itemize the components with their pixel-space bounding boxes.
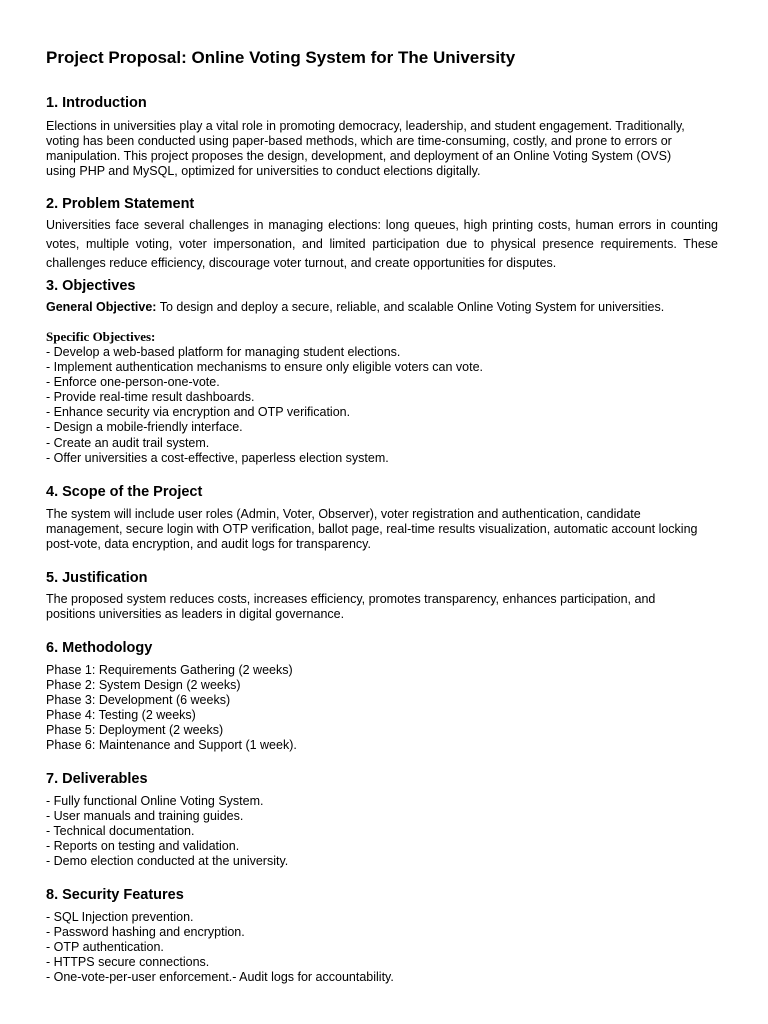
- list-item: Phase 5: Deployment (2 weeks): [46, 723, 224, 738]
- justification-line: positions universities as leaders in digital governance.: [46, 607, 345, 621]
- justification-heading: 5. Justification: [46, 570, 148, 586]
- list-item: - User manuals and training guides.: [46, 809, 244, 824]
- list-item: Phase 1: Requirements Gathering (2 weeks): [46, 663, 293, 677]
- scope-heading: 4. Scope of the Project: [46, 484, 203, 500]
- specific-objectives-label: Specific Objectives:: [46, 329, 156, 344]
- document-title: Project Proposal: Online Voting System for The University: [46, 48, 516, 67]
- justification-line: The proposed system reduces costs, increases efficiency, promotes transparency, enhances participation, and: [46, 592, 656, 606]
- scope-line: management, secure login with OTP verification, ballot page, real-time results visualization, automatic account locking: [46, 522, 698, 536]
- list-item: Phase 2: System Design (2 weeks): [46, 678, 241, 693]
- objectives-heading: 3. Objectives: [46, 278, 136, 294]
- list-item: - OTP authentication.: [46, 940, 164, 955]
- list-item: - Enforce one-person-one-vote.: [46, 375, 220, 390]
- methodology-phases-list: [46, 663, 297, 754]
- list-item: - Provide real-time result dashboards.: [46, 390, 255, 405]
- list-item: - Develop a web-based platform for managing student elections.: [46, 345, 401, 359]
- general-objective-text: To design and deploy a secure, reliable, and scalable Online Voting System for universities.: [156, 300, 665, 314]
- problem-statement-heading: 2. Problem Statement: [46, 196, 195, 212]
- scope-line: post-vote, data encryption, and audit logs for transparency.: [46, 537, 371, 551]
- list-item: - Reports on testing and validation.: [46, 839, 240, 854]
- list-item: Phase 3: Development (6 weeks): [46, 693, 231, 708]
- list-item: - Implement authentication mechanisms to ensure only eligible voters can vote.: [46, 360, 484, 375]
- deliverables-list: [46, 794, 288, 869]
- general-objective: [46, 300, 664, 315]
- list-item: - Password hashing and encryption.: [46, 925, 245, 940]
- list-item: - Design a mobile-friendly interface.: [46, 420, 243, 435]
- introduction-line: manipulation. This project proposes the design, development, and deployment of an Online Voting System (OVS): [46, 149, 672, 163]
- scope-line: The system will include user roles (Admin, Voter, Observer), voter registration and authentication, candidate: [46, 507, 641, 521]
- introduction-line: Elections in universities play a vital role in promoting democracy, leadership, and student engagement. Traditionally,: [46, 119, 685, 133]
- list-item: Phase 4: Testing (2 weeks): [46, 708, 196, 723]
- list-item: - Offer universities a cost-effective, paperless election system.: [46, 450, 389, 465]
- deliverables-heading: 7. Deliverables: [46, 771, 148, 787]
- introduction-heading: 1. Introduction: [46, 95, 147, 111]
- list-item: - HTTPS secure connections.: [46, 955, 210, 970]
- list-item: - Technical documentation.: [46, 824, 195, 839]
- introduction-line: using PHP and MySQL, optimized for universities to conduct elections digitally.: [46, 164, 481, 178]
- list-item: - Create an audit trail system.: [46, 435, 210, 450]
- list-item: - Fully functional Online Voting System.: [46, 794, 264, 808]
- methodology-heading: 6. Methodology: [46, 640, 153, 656]
- scope-paragraph: [46, 507, 697, 552]
- list-item: - Demo election conducted at the university.: [46, 854, 289, 869]
- problem-statement-paragraph: Universities face several challenges in managing elections: long queues, high printing costs, human errors in counting votes, multiple voting, voter impersonation, and limited participation due to physical presence requirements. These challenges reduce efficiency, discourage voter turnout, and create opportunities for disputes.: [46, 218, 718, 270]
- security-features-list: [46, 910, 394, 985]
- general-objective-label: General Objective:: [46, 300, 157, 314]
- list-item: - SQL Injection prevention.: [46, 910, 194, 924]
- justification-paragraph: [46, 592, 655, 622]
- introduction-paragraph: [46, 119, 685, 179]
- list-item: Phase 6: Maintenance and Support (1 week).: [46, 738, 297, 753]
- introduction-line: voting has been conducted using paper-based methods, which are time-consuming, costly, and prone to errors or: [46, 134, 672, 148]
- specific-objectives-list: [46, 345, 483, 466]
- security-features-heading: 8. Security Features: [46, 887, 184, 903]
- list-item: - One-vote-per-user enforcement.- Audit logs for accountability.: [46, 970, 394, 985]
- list-item: - Enhance security via encryption and OTP verification.: [46, 405, 351, 420]
